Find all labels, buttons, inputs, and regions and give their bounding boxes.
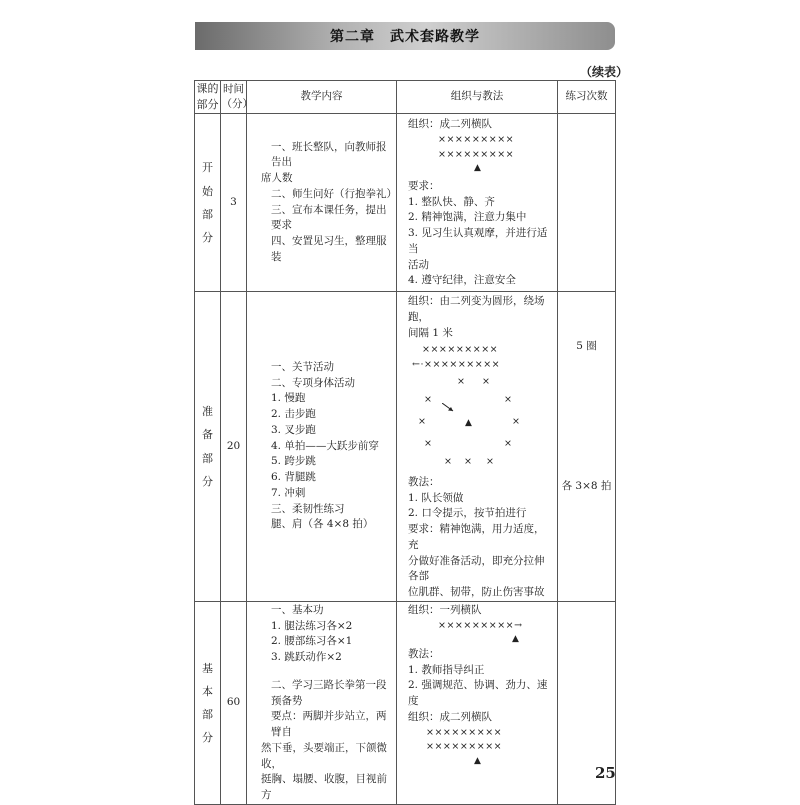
reps-beats: 各 3×8 拍 xyxy=(561,479,612,492)
time-cell: 3 xyxy=(221,114,247,292)
organization-text: 组织：成二列横队 xyxy=(408,710,492,723)
chapter-title: 第二章 武术套路教学 xyxy=(330,29,480,45)
chapter-header-bar xyxy=(195,22,615,50)
method-cell: 组织：由二列变为圆形，绕场跑， 间隔 1 米 ××××××××× ←·××××××××× × × × × × × × × × × × ▲ 教法： 1. 队长领做 2. 口令提示，按节拍进行 要求：精神饱满，用力适度，充 分做好准备活动，即充分拉伸各部 位肌群、韧带，防止伤害事故 xyxy=(397,292,558,602)
part-cell: 开始部分 xyxy=(195,114,221,292)
formation-row-arrow: ×××××××××→ xyxy=(438,619,523,631)
method-cell: 组织：成二列横队 ××××××××× ××××××××× ▲ 要求： 1. 整队快、静、齐 2. 精神饱满，注意力集中 3. 见习生认真观摩，并进行适当 活动 4. 遵守纪律，注意安全 xyxy=(397,114,558,292)
formation-row-arrow: ←·××××××××× xyxy=(412,359,501,371)
formation-row: ××××××××× xyxy=(426,741,503,753)
header-content: 教学内容 xyxy=(247,81,397,114)
teacher-triangle: ▲ xyxy=(512,634,519,645)
teacher-triangle: ▲ xyxy=(465,417,472,428)
content-cell: 一、班长整队，向教师报告出 席人数 二、师生问好（行抱拳礼） 三、宣布本课任务，提出要求 四、安置见习生，整理服装 xyxy=(247,114,397,292)
content-cell: 一、基本功 1. 腿法练习各×2 2. 腰部练习各×1 3. 跳跃动作×2 二、学习三路长拳第一段 预备势 要点：两脚并步站立，两臂自 然下垂，头要端正，下颌微收， 挺胸、塌腰、收腹，目视前方 xyxy=(247,601,397,804)
organization-text: 组织：成二列横队 xyxy=(408,118,492,131)
table-header-row xyxy=(195,81,616,114)
header-part: 课的部分 xyxy=(195,81,221,114)
reps-cell xyxy=(558,292,616,602)
turn-arrow-icon xyxy=(442,403,456,413)
part-cell: 准备部分 xyxy=(195,292,221,602)
table-row xyxy=(195,292,616,602)
header-reps: 练习次数 xyxy=(558,81,616,114)
circle-mark: × xyxy=(424,393,432,405)
header-time: 时间（分） xyxy=(221,81,247,114)
circle-mark: × xyxy=(504,437,512,449)
circle-mark: × xyxy=(464,455,472,467)
header-method: 组织与教法 xyxy=(397,81,558,114)
circle-mark: × xyxy=(512,415,520,427)
circle-mark: × xyxy=(482,375,490,387)
continued-label: （续表） xyxy=(580,65,629,79)
circle-mark: × xyxy=(424,437,432,449)
formation-row: ××××××××× xyxy=(438,133,515,145)
organization-text: 组织：由二列变为圆形，绕场跑， xyxy=(408,295,545,323)
table-row xyxy=(195,601,616,804)
teacher-triangle: ▲ xyxy=(474,756,481,766)
circle-mark: × xyxy=(457,375,465,387)
lesson-plan-table xyxy=(194,80,616,805)
teacher-triangle: ▲ xyxy=(474,163,481,174)
formation-row: ××××××××× xyxy=(438,148,515,160)
circle-mark: × xyxy=(486,455,494,467)
part-cell: 基本部分 xyxy=(195,601,221,804)
content-cell: 一、关节活动 二、专项身体活动 1. 慢跑 2. 击步跑 3. 叉步跑 4. 单拍——大跃步前穿 5. 跨步跳 6. 背腿跳 7. 冲刺 三、柔韧性练习 腿、肩（各 4×8 拍） xyxy=(247,292,397,602)
circle-mark: × xyxy=(444,455,452,467)
circle-formation-diagram xyxy=(402,373,553,475)
circle-mark: × xyxy=(418,415,426,427)
formation-row: ××××××××× xyxy=(426,726,503,738)
reps-cell xyxy=(558,114,616,292)
time-cell: 20 xyxy=(221,292,247,602)
organization-text: 组织：一列横队 xyxy=(408,603,482,616)
formation-row: ××××××××× xyxy=(422,344,499,356)
time-cell: 60 xyxy=(221,601,247,804)
circle-mark: × xyxy=(504,393,512,405)
table-row xyxy=(195,114,616,292)
reps-laps: 5 圈 xyxy=(576,340,597,353)
page-number: 25 xyxy=(595,764,616,782)
method-cell: 组织：一列横队 ×××××××××→ ▲ 教法： 1. 教师指导纠正 2. 强调规范、协调、劲力、速度 组织：成二列横队 ××××××××× ××××××××× ▲ xyxy=(397,601,558,804)
